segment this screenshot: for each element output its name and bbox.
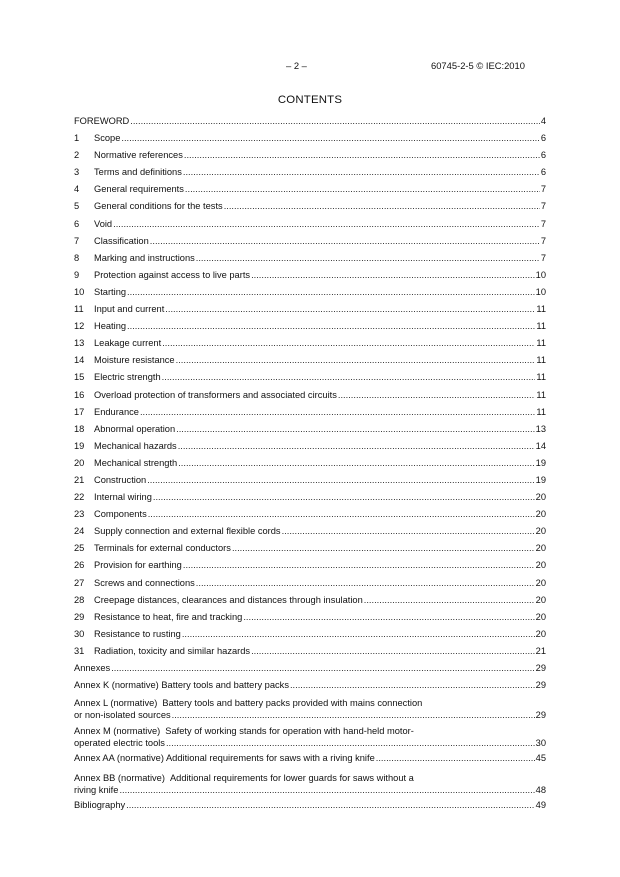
annex-label: Annex M (normative) [74,726,161,737]
toc-entry-number: 2 [74,150,80,161]
toc-entry-title: Void [94,218,113,229]
toc-entry[interactable] [74,441,546,458]
toc-entry-number: 29 [74,611,85,622]
toc-entry-page: 7 [540,184,546,195]
dot-leader [251,646,535,656]
toc-entry-page: 19 [535,474,546,485]
toc-entry[interactable] [74,201,546,218]
dot-leader [183,167,540,177]
toc-entry-number: 30 [74,628,85,639]
dot-leader [196,578,535,588]
toc-entry-page: 13 [535,423,546,434]
toc-entry-page: 20 [535,577,546,588]
toc-entry-page: 20 [535,628,546,639]
toc-entry-page: 14 [535,440,546,451]
toc-entry-title: Radiation, toxicity and similar hazards [94,645,251,656]
toc-main-entries [74,116,546,697]
toc-entry[interactable] [74,646,546,663]
toc-entry-page: 11 [536,355,546,366]
toc-entry-number: 18 [74,423,85,434]
dot-leader [224,201,540,211]
toc-entry-title: Resistance to heat, fire and tracking [94,611,243,622]
dot-leader [178,441,535,451]
toc-entry-page: 6 [540,167,546,178]
toc-entry-title: Protection against access to live parts [94,269,251,280]
toc-entry-title: Starting [94,286,127,297]
dot-leader [130,116,540,126]
toc-entry-title: Mechanical strength [94,457,178,468]
toc-entry-number: 8 [74,252,80,263]
toc-entry[interactable] [74,287,546,304]
toc-entry-title: Supply connection and external flexible cords [94,526,281,537]
toc-entry-page: 20 [535,526,546,537]
toc-entry[interactable] [74,253,546,270]
toc-entry[interactable] [74,355,546,372]
toc-entry-title: General conditions for the tests [94,201,223,212]
dot-leader [150,236,540,246]
toc-entry-title: Leakage current [94,338,162,349]
annex-title-line2: operated electric tools [74,738,165,749]
dot-leader [113,219,540,229]
toc-entry[interactable] [74,184,546,201]
toc-entry-page: 11 [536,372,546,383]
toc-entry-title: General requirements [94,184,184,195]
toc-entry-bibliography[interactable] [74,800,546,817]
toc-entry[interactable] [74,578,546,595]
toc-entry-title: Annexes [74,663,111,673]
annex-label: Annex L (normative) [74,698,158,709]
toc-entry-number: 27 [74,577,85,588]
annex-title-line1: Battery tools and battery packs provided with mains connection [162,698,423,709]
dot-leader [243,612,534,622]
toc-entry-number: 5 [74,201,80,212]
toc-entry-title: Marking and instructions [94,252,195,263]
toc-entry[interactable] [74,458,546,475]
dot-leader [148,509,535,519]
toc-entry[interactable] [74,219,546,236]
dot-leader [364,595,535,605]
toc-entry-number: 10 [74,286,85,297]
toc-entry[interactable] [74,407,546,424]
toc-entry-title: Annex K (normative) Battery tools and battery packs [74,680,289,691]
dot-leader [162,338,535,348]
toc-entry-number: 4 [74,184,80,195]
toc-entry-page: 11 [536,406,546,417]
toc-entry-number: 22 [74,492,85,503]
toc-entry[interactable] [74,492,546,509]
dot-leader [111,663,534,673]
dot-leader [290,680,535,690]
toc-entry[interactable] [74,270,546,287]
toc-entry[interactable] [74,595,546,612]
bibliography-title: Bibliography [74,800,126,811]
dot-leader [232,543,535,553]
toc-entry-page: 20 [535,543,546,554]
toc-entry[interactable] [74,390,546,407]
toc-entry-page: 10 [535,286,546,297]
dot-leader [282,526,535,536]
toc-entry-annex-l[interactable] [74,697,546,721]
toc-entry-number: 16 [74,389,85,400]
bibliography-page: 49 [535,800,546,811]
toc-entry-title: Abnormal operation [94,423,176,434]
toc-entry-number: 28 [74,594,85,605]
toc-entry-page: 6 [540,150,546,161]
toc-entry-page: 11 [536,338,546,349]
annex-title-line2: riving knife [74,785,119,796]
toc-entry-title: Overload protection of transformers and associated circuits [94,389,337,400]
toc-entry-number: 12 [74,321,85,332]
toc-entry-title: Heating [94,321,127,332]
toc-entry-page: 6 [540,133,546,144]
toc-entry-number: 23 [74,509,85,520]
toc-entry-number: 14 [74,355,85,366]
toc-entry-title: Normative references [94,150,183,161]
toc-entry-number: 20 [74,457,85,468]
toc-entry[interactable] [74,475,546,492]
toc-entry-page: 4 [540,116,546,126]
toc-entry-number: 15 [74,372,85,383]
dot-leader [166,737,535,749]
toc-entry[interactable] [74,629,546,646]
dot-leader [251,270,535,280]
dot-leader [140,407,535,417]
dot-leader [172,709,535,721]
toc-entry-page: 7 [540,218,546,229]
annex-page: 48 [535,785,546,796]
dot-leader [178,458,534,468]
toc-entry-number: 17 [74,406,85,417]
toc-entry-title: Creepage distances, clearances and distances through insulation [94,594,363,605]
dot-leader [176,424,535,434]
toc-entry[interactable] [74,304,546,321]
toc-entry-page: 20 [535,594,546,605]
toc-entry-title: Screws and connections [94,577,195,588]
annex-page: 29 [535,710,546,721]
toc-entry-page: 7 [540,252,546,263]
toc-entry[interactable] [74,543,546,560]
toc-entry-title: Input and current [94,304,165,315]
toc-entry[interactable] [74,321,546,338]
toc-entry-page: 7 [540,235,546,246]
toc-entry[interactable] [74,509,546,526]
dot-leader [183,560,535,570]
toc-entry[interactable] [74,612,546,629]
toc-entry-number: 7 [74,235,80,246]
toc-entry[interactable] [74,372,546,389]
toc-entry-page: 29 [535,663,546,673]
toc-entry-page: 20 [535,560,546,571]
toc-entry-title: Electric strength [94,372,161,383]
toc-entry-number: 13 [74,338,85,349]
dot-leader [184,150,540,160]
toc-entry[interactable] [74,680,546,697]
toc-entry-number: 19 [74,440,85,451]
annex-title-line1: Additional requirements for lower guards for saws without a [169,773,414,784]
toc-entry-number: 11 [74,304,84,315]
toc-entry-page: 11 [536,389,546,400]
toc-entry[interactable] [74,526,546,543]
dot-leader [185,184,540,194]
annex-label: Annex BB (normative) [74,773,165,784]
dot-leader [182,629,535,639]
toc-entry-title: Classification [94,235,149,246]
dot-leader [127,321,535,331]
toc-entry-number: 25 [74,543,85,554]
toc-entry[interactable] [74,133,546,150]
toc-entry-title: Provision for earthing [94,560,182,571]
page-number: – 2 – [286,60,307,71]
toc-entry-page: 19 [535,457,546,468]
annex-title: Annex AA (normative) Additional requirements for saws with a riving knife [74,753,375,764]
dot-leader [376,753,535,763]
dot-leader [338,390,535,400]
toc-entry-annex-m[interactable] [74,725,546,749]
toc-entry-number: 26 [74,560,85,571]
document-reference: 60745-2-5 © IEC:2010 [431,60,525,71]
toc-entry-title: Mechanical hazards [94,440,177,451]
annex-page: 30 [535,738,546,749]
toc-entry-title: Construction [94,474,147,485]
page-header [0,60,620,74]
toc-entry-page: 20 [535,509,546,520]
toc-entry-title: Endurance [94,406,139,417]
dot-leader [196,253,540,263]
toc-entry-title: Scope [94,133,121,144]
toc-entry-title: Components [94,509,147,520]
contents-title: CONTENTS [277,94,343,106]
toc-entry[interactable] [74,338,546,355]
dot-leader [176,355,536,365]
dot-leader [147,475,534,485]
toc-entry-title: Terms and definitions [94,167,182,178]
toc-entry-title: Moisture resistance [94,355,175,366]
toc-entry-page: 11 [536,321,546,332]
toc-entry-number: 31 [74,645,85,656]
toc-entry-number: 24 [74,526,85,537]
toc-entry[interactable] [74,236,546,253]
toc-entry-page: 20 [535,492,546,503]
annex-title-line2: or non-isolated sources [74,710,171,721]
toc-entry-number: 1 [74,133,80,144]
toc-entry[interactable] [74,116,546,133]
toc-entry-annex-aa[interactable] [74,753,546,770]
toc-entry-page: 11 [536,304,546,315]
toc-entry[interactable] [74,560,546,577]
toc-entry-title: Resistance to rusting [94,628,181,639]
dot-leader [119,784,534,796]
toc-entry[interactable] [74,424,546,441]
dot-leader [121,133,539,143]
toc-entry-page: 20 [535,611,546,622]
toc-entry[interactable] [74,150,546,167]
dot-leader [127,287,535,297]
dot-leader [153,492,535,502]
toc-entry-page: 7 [540,201,546,212]
toc-entry-number: 21 [74,474,85,485]
toc-entry-title: Terminals for external conductors [94,543,231,554]
toc-entry-page: 10 [535,269,546,280]
toc-entry-page: 29 [535,680,546,691]
toc-entry-title: Internal wiring [94,492,152,503]
toc-entry-number: 3 [74,167,80,178]
dot-leader [165,304,535,314]
dot-leader [162,372,536,382]
toc-entry-annex-bb[interactable] [74,772,546,796]
toc-entry-number: 6 [74,218,80,229]
toc-entry-title: FOREWORD [74,116,130,126]
table-of-contents [74,116,546,817]
annex-page: 45 [535,753,546,764]
annex-title-line1: Safety of working stands for operation with hand-held motor- [165,726,414,737]
toc-entry-number: 9 [74,269,80,280]
toc-entry[interactable] [74,167,546,184]
toc-entry-page: 21 [535,645,546,656]
toc-entry[interactable] [74,663,546,680]
dot-leader [126,800,534,810]
